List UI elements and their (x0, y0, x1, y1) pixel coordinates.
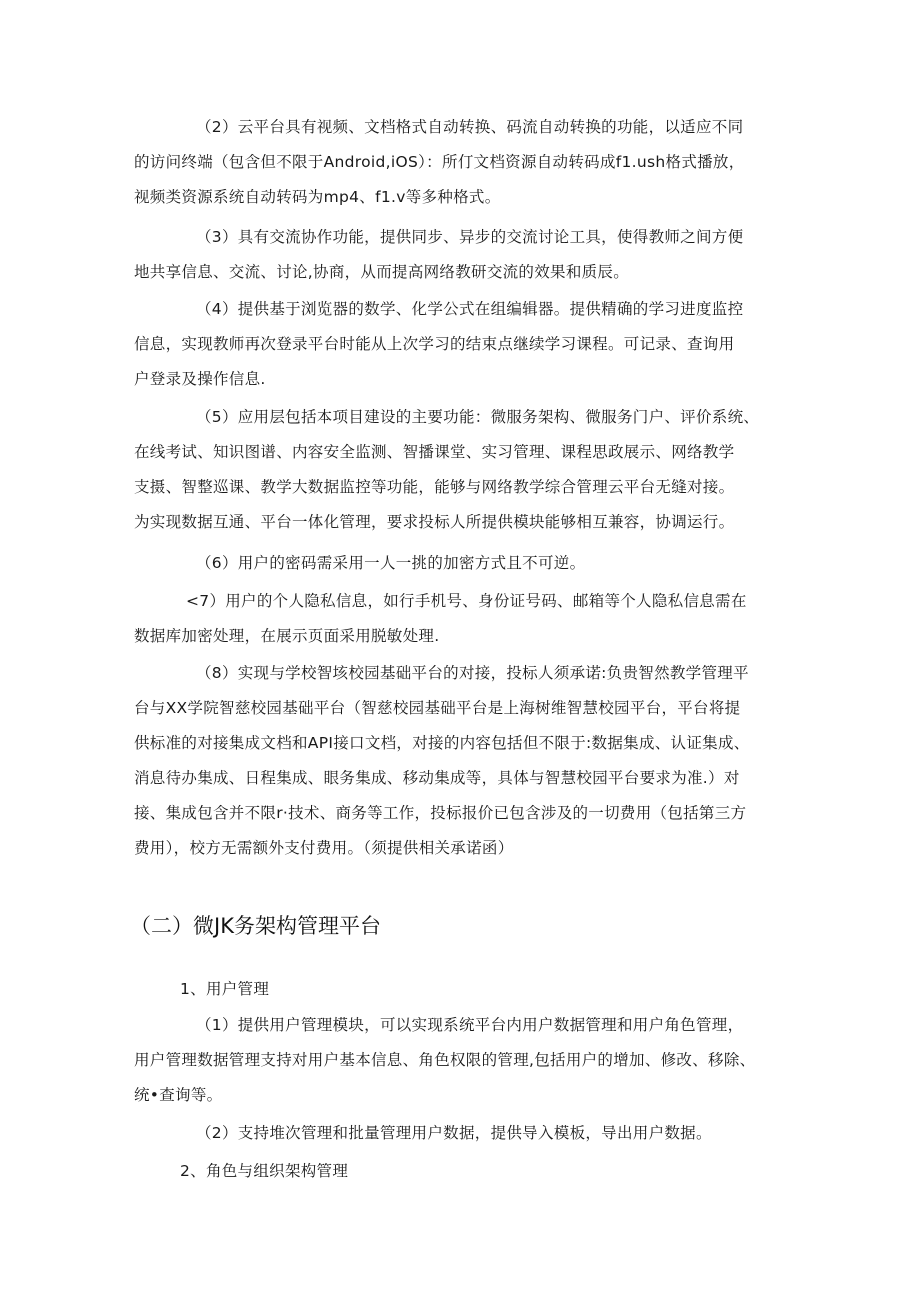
subsection-paragraph-1 (134, 1008, 794, 1113)
paragraph-line: 消息待办集成、日程集成、眼务集成、移动集成等，具体与智慧校园平台要求为准.）对 (134, 769, 740, 787)
paragraph-item-6 (134, 546, 794, 581)
paragraph-line: （2）支持堆次管理和批量管理用户数据，提供导入模板，导出用户数据。 (196, 1124, 712, 1142)
paragraph-item-7 (134, 584, 794, 654)
paragraph-line: （1）提供用户管理模块，可以实现系统平台内用户数据管理和用户角色管理， (196, 1016, 744, 1034)
paragraph-line: 为实现数据互通、平台一体化管理，要求投标人所提供模块能够相互兼容，协调运行。 (134, 513, 735, 531)
paragraph-line: 数据库加密处理，在展示页面采用脱敏处理. (134, 627, 440, 645)
paragraph-line: 统•查询等。 (134, 1086, 223, 1104)
paragraph-line: （4）提供基于浏览器的数学、化学公式在组编辑器。提供精确的学习进度监控 (196, 300, 744, 318)
subsection-title-user-management: 1、用户管理 (180, 980, 270, 998)
paragraph-line: 费用），校方无需额外支付费用。（须提供相关承诺函） (134, 839, 514, 857)
paragraph-line: （3）具有交流协作功能，提供同步、异步的交流讨论工具，使得教师之间方便 (196, 228, 744, 246)
paragraph-line: 地共享信息、交流、讨论,协商，从而提高网络教研交流的效果和质辰。 (134, 263, 630, 281)
paragraph-line: 视频类资源系统自动转码为mp4、f1.v等多种格式。 (134, 188, 501, 206)
paragraph-item-5 (134, 400, 794, 540)
paragraph-line: （2）云平台具有视频、文档格式自动转换、码流自动转换的功能，以适应不同 (196, 118, 744, 136)
paragraph-line: 支摄、智整巡课、教学大数据监控等功能，能够与网络教学综合管理云平台无缝对接。 (134, 478, 735, 496)
paragraph-line: 接、集成包含并不限r·技术、商务等工作，投标报价已包含涉及的一切费用（包括第三方 (134, 804, 747, 822)
paragraph-line: （8）实现与学校智垓校园基础平台的对接，投标人须承诺:负贵智然教学管理平 (196, 664, 749, 682)
paragraph-line: 用户管理数据管理支持对用户基本信息、角色权限的管理,包括用户的增加、修改、移除、 (134, 1051, 756, 1069)
subsection-paragraph-2 (134, 1116, 794, 1151)
paragraph-line: 信息，实现教师再次登录平台时能从上次学习的结束点继续学习课程。可记录、查询用 (134, 335, 735, 353)
paragraph-item-2 (134, 110, 794, 215)
paragraph-item-4 (134, 292, 794, 397)
paragraph-line: 在线考试、知识图谱、内容安全监测、智播课堂、实习管理、课程思政展示、网络教学 (134, 443, 735, 461)
paragraph-line: （6）用户的密码需采用一人一挑的加密方式且不可逆。 (196, 554, 586, 572)
paragraph-line: 供标准的对接集成文档和API接口文档，对接的内容包括但不限于:数据集成、认证集成、 (134, 734, 750, 752)
subsection-title-role-org: 2、角色与组织架构管理 (180, 1162, 349, 1180)
paragraph-line: 台与XX学院智慈校园基础平台（智慈校园基础平台是上海树维智慧校园平台，平台将提 (134, 699, 741, 717)
section-heading: （二）微JK务架构管理平台 (130, 914, 381, 938)
paragraph-line: <7）用户的个人隐私信息，如行手机号、身份证号码、邮箱等个人隐私信息需在 (186, 592, 747, 610)
paragraph-line: 户登录及操作信息. (134, 370, 266, 388)
paragraph-item-8 (134, 656, 794, 866)
paragraph-line: 的访问终端（包含但不限于Android,iOS）：所仃文档资源自动转码成f1.ush格式播放， (134, 153, 745, 171)
paragraph-line: （5）应用层包括本项目建设的主要功能：微服务架构、微服务门户、评价系统、 (196, 408, 760, 426)
paragraph-item-3 (134, 220, 794, 290)
